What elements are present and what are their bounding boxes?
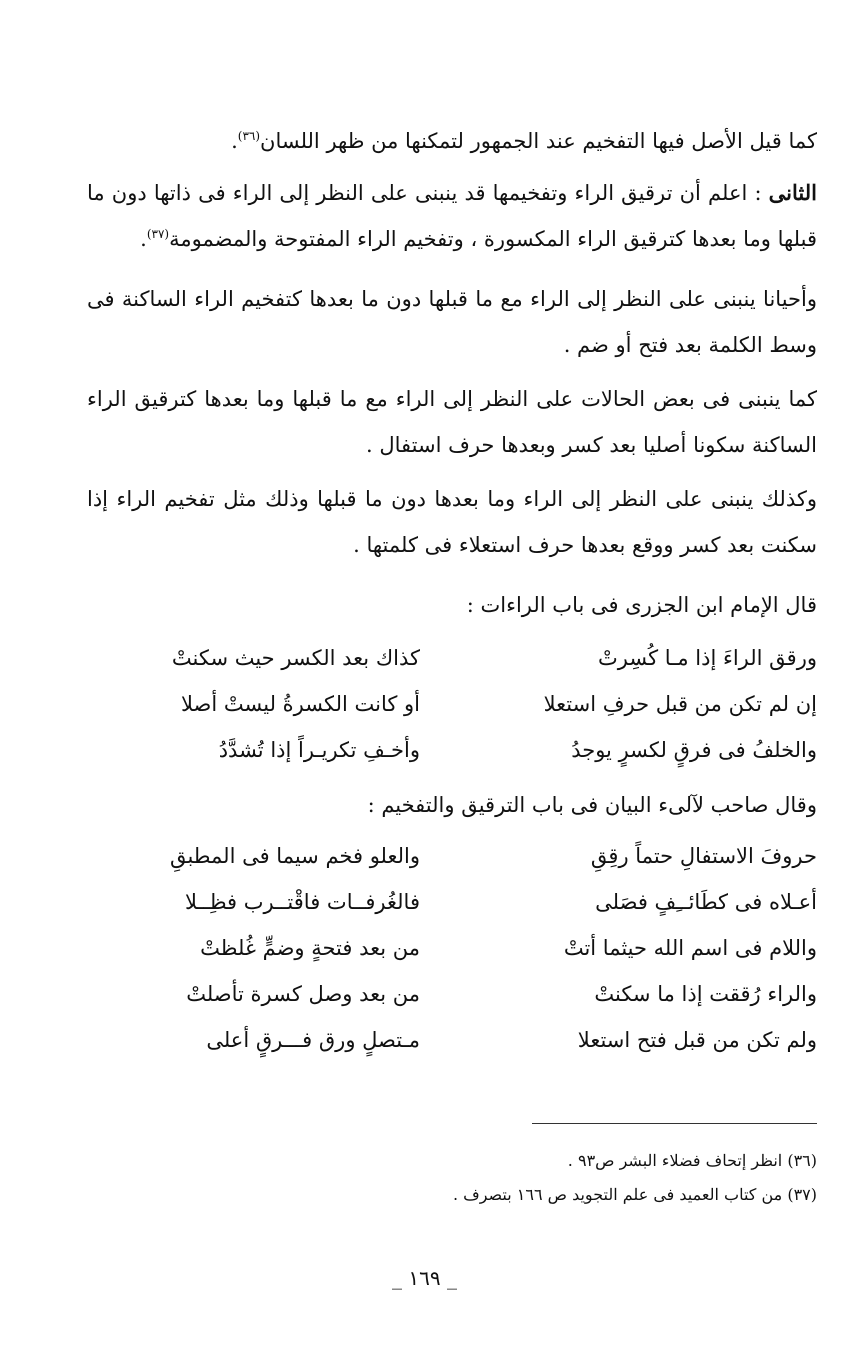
verse-second-hemistich: أو كانت الكسرةُ ليستْ أصلا	[181, 692, 420, 716]
paragraph-2-text: : اعلم أن ترقيق الراء وتفخيمها قد ينبنى على النظر إلى الراء فى ذاتها دون ما قبلها وما بعدها كترقيق الراء المكسورة ، وتفخيم الراء المفتوحة والمضمومة	[87, 181, 817, 251]
footnote-divider	[532, 1123, 817, 1124]
verse-line	[120, 926, 817, 970]
verse-line	[120, 682, 817, 726]
paragraph-5: وكذلك ينبنى على النظر إلى الراء وما بعدها دون ما قبلها وذلك مثل تفخيم الراء إذا سكنت بعد كسر ووقع بعدها حرف استعلاء فى كلمتها .	[87, 487, 817, 557]
verse-first-hemistich: ولم تكن من قبل فتح استعلا	[577, 1028, 817, 1052]
verse-second-hemistich: والعلو فخم سيما فى المطبقِ	[169, 844, 420, 868]
paragraph-4: كما ينبنى فى بعض الحالات على النظر إلى الراء مع ما قبلها وما بعدها كترقيق الراء الساكنة سكونا أصليا بعد كسر وبعدها حرف استفال .	[87, 387, 817, 457]
verse-line	[120, 728, 817, 772]
verse-first-hemistich: أعـلاه فى كطَائــِفٍ فصَلى	[595, 890, 817, 914]
verse-first-hemistich: واللام فى اسم الله حيثما أتتْ	[563, 936, 817, 960]
paragraph-intro-laali: وقال صاحب لآلىء البيان فى باب الترقيق والتفخيم :	[367, 793, 817, 817]
paragraph-1-text: كما قيل الأصل فيها التفخيم عند الجمهور لتمكنها من ظهر اللسان	[260, 129, 817, 153]
verse-first-hemistich: إن لم تكن من قبل حرفِ استعلا	[543, 692, 817, 716]
paragraph-intro-jazari: قال الإمام ابن الجزرى فى باب الراءات :	[466, 593, 817, 617]
verse-second-hemistich: فالغُرفــات فاقْتــرب فظِــلا	[185, 890, 420, 914]
footnote-ref-36: (٣٦)	[237, 129, 261, 143]
verse-first-hemistich: ورقق الراءَ إذا مـا كُسِرتْ	[598, 646, 817, 670]
footnote-36: (٣٦) انظر إتحاف فضلاء البشر ص٩٣ .	[567, 1151, 817, 1170]
footnote-37: (٣٧) من كتاب العميد فى علم التجويد ص ١٦٦ بتصرف .	[452, 1185, 817, 1204]
paragraph-1-end: .	[231, 129, 238, 153]
verse-line	[120, 1018, 817, 1062]
verse-second-hemistich: وأخـفِ تكريـراً إذا تُشدَّدُ	[218, 738, 420, 762]
paragraph-3: وأحيانا ينبنى على النظر إلى الراء مع ما قبلها دون ما بعدها كتفخيم الراء الساكنة فى وسط الكلمة بعد فتح أو ضم .	[87, 287, 817, 357]
verse-second-hemistich: كذاك بعد الكسر حيث سكنتْ	[171, 646, 420, 670]
verse-second-hemistich: مـتصلٍ ورق فـــرقٍ أعلى	[206, 1028, 420, 1052]
verse-line	[120, 972, 817, 1016]
paragraph-1	[87, 118, 817, 164]
verse-first-hemistich: والخلفُ فى فرقٍ لكسرٍ يوجدُ	[571, 738, 817, 762]
paragraph-2	[87, 170, 817, 262]
paragraph-2-lead: الثانى	[768, 180, 817, 205]
verse-first-hemistich: والراء رُققت إذا ما سكنتْ	[594, 982, 817, 1006]
footnote-ref-37: (٣٧)	[146, 227, 170, 241]
verse-line	[120, 834, 817, 878]
page-number: _ ١٦٩ _	[392, 1266, 457, 1290]
verse-second-hemistich: من بعد وصل كسرة تأصلتْ	[186, 982, 420, 1006]
verse-line	[120, 636, 817, 680]
verse-second-hemistich: من بعد فتحةٍ وضمٍّ غُلظتْ	[200, 936, 420, 960]
verse-line	[120, 880, 817, 924]
verse-first-hemistich: حروفَ الاستفالِ حتماً رقِقِ	[590, 844, 817, 868]
paragraph-2-end: .	[140, 227, 147, 251]
